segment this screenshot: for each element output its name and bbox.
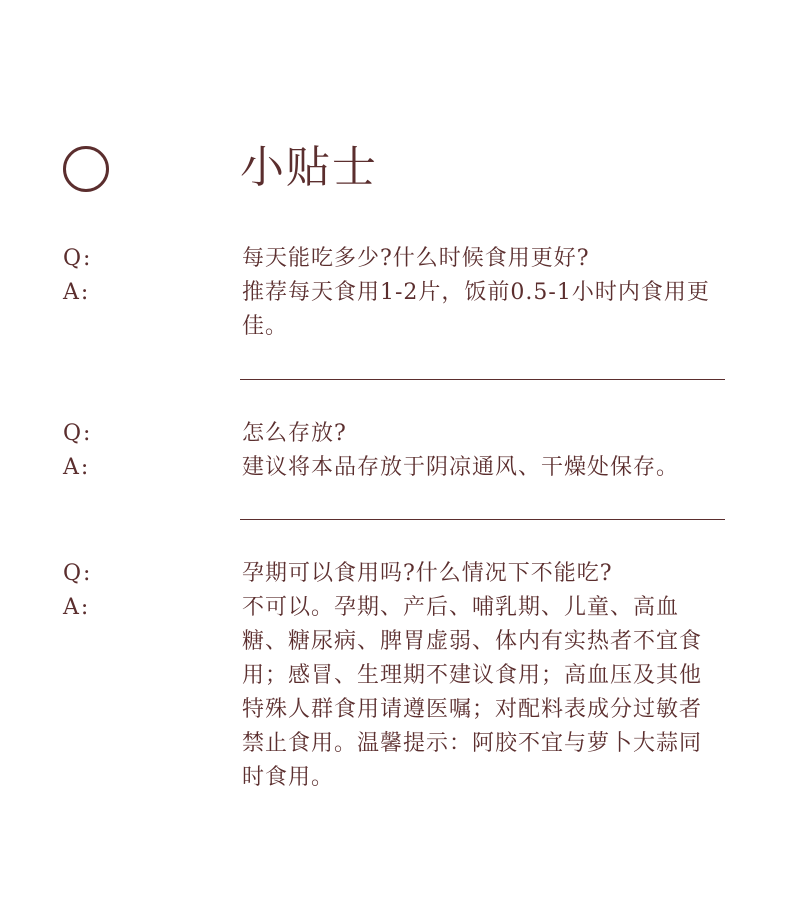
- qa-item: [0, 242, 790, 344]
- qa-item: [0, 417, 790, 485]
- answer-row: [0, 591, 790, 795]
- answer-text: 推荐每天食用1-2片，饭前0.5-1小时内食用更佳。: [242, 280, 710, 339]
- question-label: Q:: [63, 561, 93, 586]
- question-row: [0, 557, 790, 591]
- qa-item: [0, 557, 790, 795]
- divider: [240, 519, 725, 520]
- question-text: 怎么存放?: [242, 421, 347, 446]
- page-title: 小贴士: [240, 142, 378, 193]
- circle-icon: [63, 146, 109, 192]
- answer-row: [0, 451, 790, 485]
- question-label: Q:: [63, 246, 93, 271]
- question-label: Q:: [63, 421, 93, 446]
- answer-label: A:: [63, 280, 91, 305]
- question-row: [0, 417, 790, 451]
- divider: [240, 379, 725, 380]
- question-text: 孕期可以食用吗?什么情况下不能吃?: [242, 561, 613, 586]
- answer-text: 不可以。孕期、产后、哺乳期、儿童、高血糖、糖尿病、脾胃虚弱、体内有实热者不宜食用；感冒、生理期不建议食用；高血压及其他特殊人群食用请遵医嘱；对配料表成分过敏者禁止食用。温馨提示：阿胶不宜与萝卜大蒜同时食用。: [242, 595, 703, 790]
- answer-row: [0, 276, 790, 344]
- answer-label: A:: [63, 595, 91, 620]
- question-text: 每天能吃多少?什么时候食用更好?: [242, 246, 590, 271]
- answer-text: 建议将本品存放于阴凉通风、干燥处保存。: [242, 455, 680, 480]
- question-row: [0, 242, 790, 276]
- answer-label: A:: [63, 455, 91, 480]
